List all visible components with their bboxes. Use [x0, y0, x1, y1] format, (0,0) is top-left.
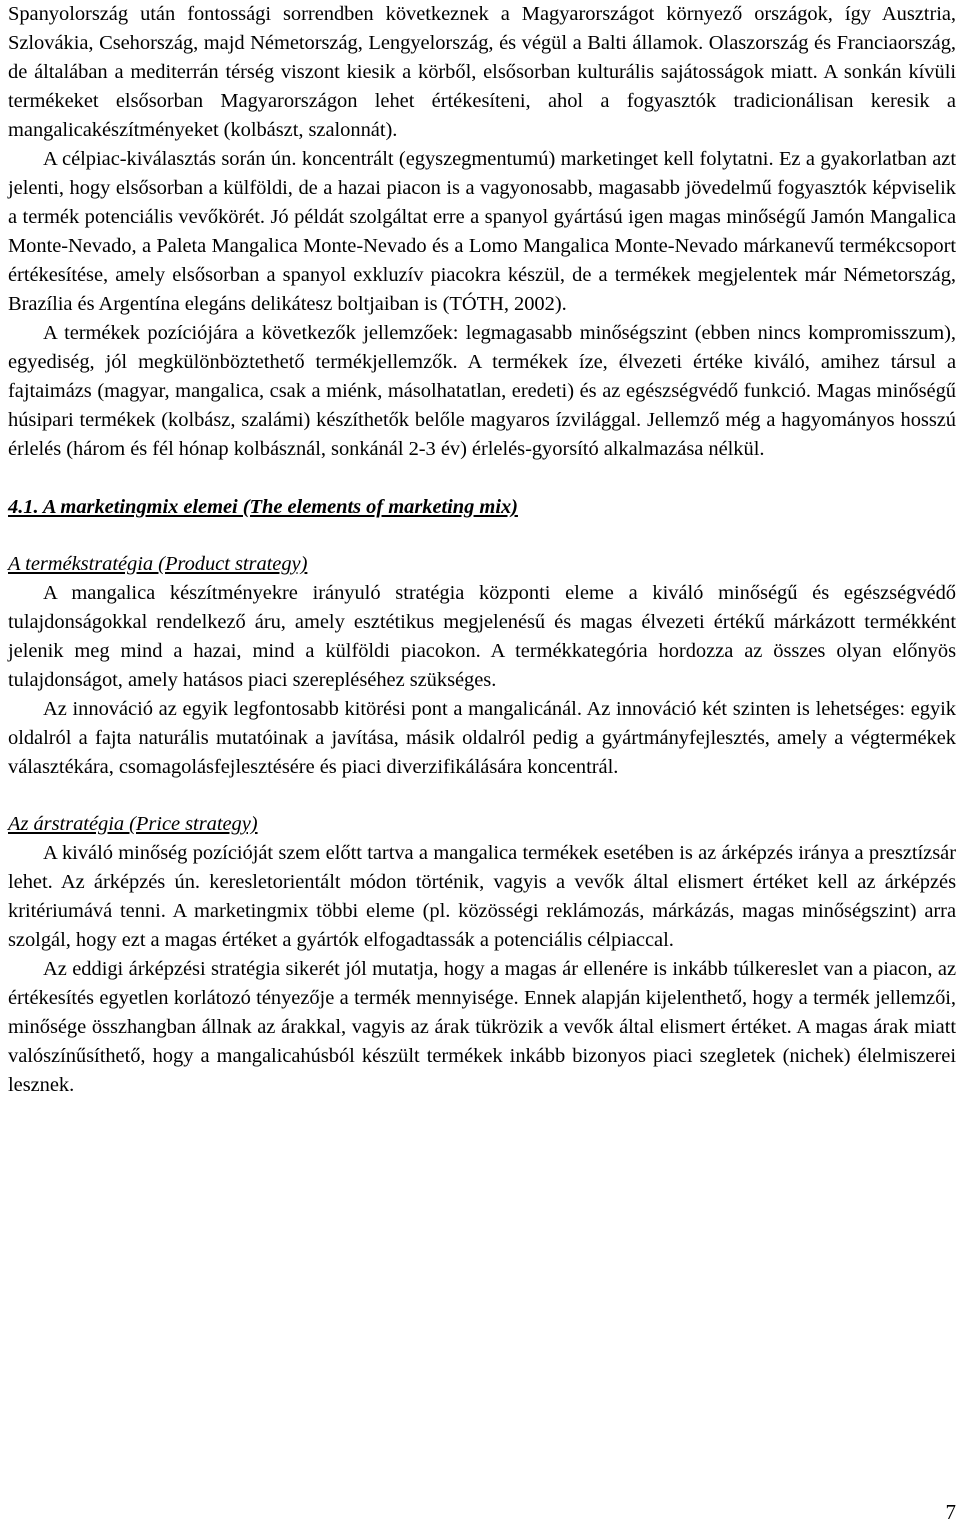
subheading-product-strategy: A termékstratégia (Product strategy): [8, 553, 308, 575]
paragraph-product-positioning: A termékek pozíciójára a következők jellemzőek: legmagasabb minőségszint (ebben nincs kompromisszum), egyediség, jól megkülönböztethető termékjellemzők. A termékek íze, élvezeti értéke kiváló, amihez társul a fajtaimázs (magyar, mangalica, csak a miénk, másolhatatlan, eredeti) és az egészségvédő funkció. Magas minőségű húsipari termékek (kolbász, szalámi) készíthetők belőle magyaros ízvilággal. Jellemző még a hagyományos hosszú érlelés (három és fél hónap kolbásznál, sonkánál 2-3 év) érlelés-gyorsító alkalmazása nélkül.: [8, 322, 956, 460]
paragraph-product-strategy-2: Az innováció az egyik legfontosabb kitörési pont a mangalicánál. Az innováció két szinten is lehetséges: egyik oldalról a fajta naturális mutatóinak a javítása, másik oldalról pedig a gyártmányfejlesztés, amely a végtermékek választékára, csomagolásfejlesztésére és piaci diverzifikálására koncentrál.: [8, 698, 956, 778]
document-page: [8, 0, 956, 1100]
section-heading-marketing-mix: 4.1. A marketingmix elemei (The elements of marketing mix): [8, 496, 518, 518]
subheading-price-strategy: Az árstratégia (Price strategy): [8, 813, 258, 835]
paragraph-price-strategy-2: Az eddigi árképzési stratégia sikerét jól mutatja, hogy a magas ár ellenére is inkább túlkereslet van a piacon, az értékesítés egyetlen korlátozó tényezője a termék mennyisége. Ennek alapján kijelenthető, hogy a termék jellemzői, minősége összhangban állnak az árakkal, vagyis az árak tükrözik a vevők által elismert értéket. A magas árak miatt valószínűsíthető, hogy a mangalicahúsból készült termékek inkább bizonyos piaci szegletek (nichek) élelmiszerei lesznek.: [8, 958, 956, 1096]
paragraph-target-market-selection: A célpiac-kiválasztás során ún. koncentrált (egyszegmentumú) marketinget kell folytatni. Ez a gyakorlatban azt jelenti, hogy elsősorban a külföldi, de a hazai piacon is a vagyonosabb, magasabb jövedelmű fogyasztók képviselik a termék potenciális vevőkörét. Jó példát szolgáltat erre a spanyol gyártású igen magas minőségű Jamón Mangalica Monte-Nevado, a Paleta Mangalica Monte-Nevado és a Lomo Mangalica Monte-Nevado márkanevű termékcsoport értékesítése, amely elsősorban a spanyol exkluzív piacokra készül, de a termékek megjelentek már Németország, Brazília és Argentína elegáns delikátesz boltjaiban is (TÓTH, 2002).: [8, 148, 956, 315]
paragraph-price-strategy-1: A kiváló minőség pozícióját szem előtt tartva a mangalica termékek esetében is az árképzés iránya a presztízsár lehet. Az árképzés ún. keresletorientált módon történik, vagyis a vevők által elismert értéket kell az árképzés kritériumává tenni. A marketingmix többi eleme (pl. közösségi reklámozás, márkázás, magas minőségszint) arra szolgál, hogy ezt a magas értéket a gyártók elfogadtassák a potenciális célpiaccal.: [8, 842, 956, 951]
paragraph-product-strategy-1: A mangalica készítményekre irányuló stratégia központi eleme a kiváló minőségű és egészségvédő tulajdonságokkal rendelkező áru, amely esztétikus megjelenésű és magas élvezeti értékű márkázott termékként jelenik meg mind a hazai, mind a külföldi piacokon. A termékkategória hordozza az összes olyan előnyös tulajdonságot, amely hatásos piaci szerepléséhez szükséges.: [8, 582, 956, 691]
page-number: 7: [945, 1500, 956, 1524]
paragraph-target-markets: Spanyolország után fontossági sorrendben következnek a Magyarországot környező országok, így Ausztria, Szlovákia, Csehország, majd Németország, Lengyelország, és végül a Balti államok. Olaszország és Franciaország, de általában a mediterrán térség viszont kiesik a körből, elsősorban kulturális sajátosságok miatt. A sonkán kívüli termékeket elsősorban Magyarországon lehet értékesíteni, ahol a fogyasztók tradicionálisan keresik a mangalicakészítményeket (kolbászt, szalonnát).: [8, 3, 956, 141]
